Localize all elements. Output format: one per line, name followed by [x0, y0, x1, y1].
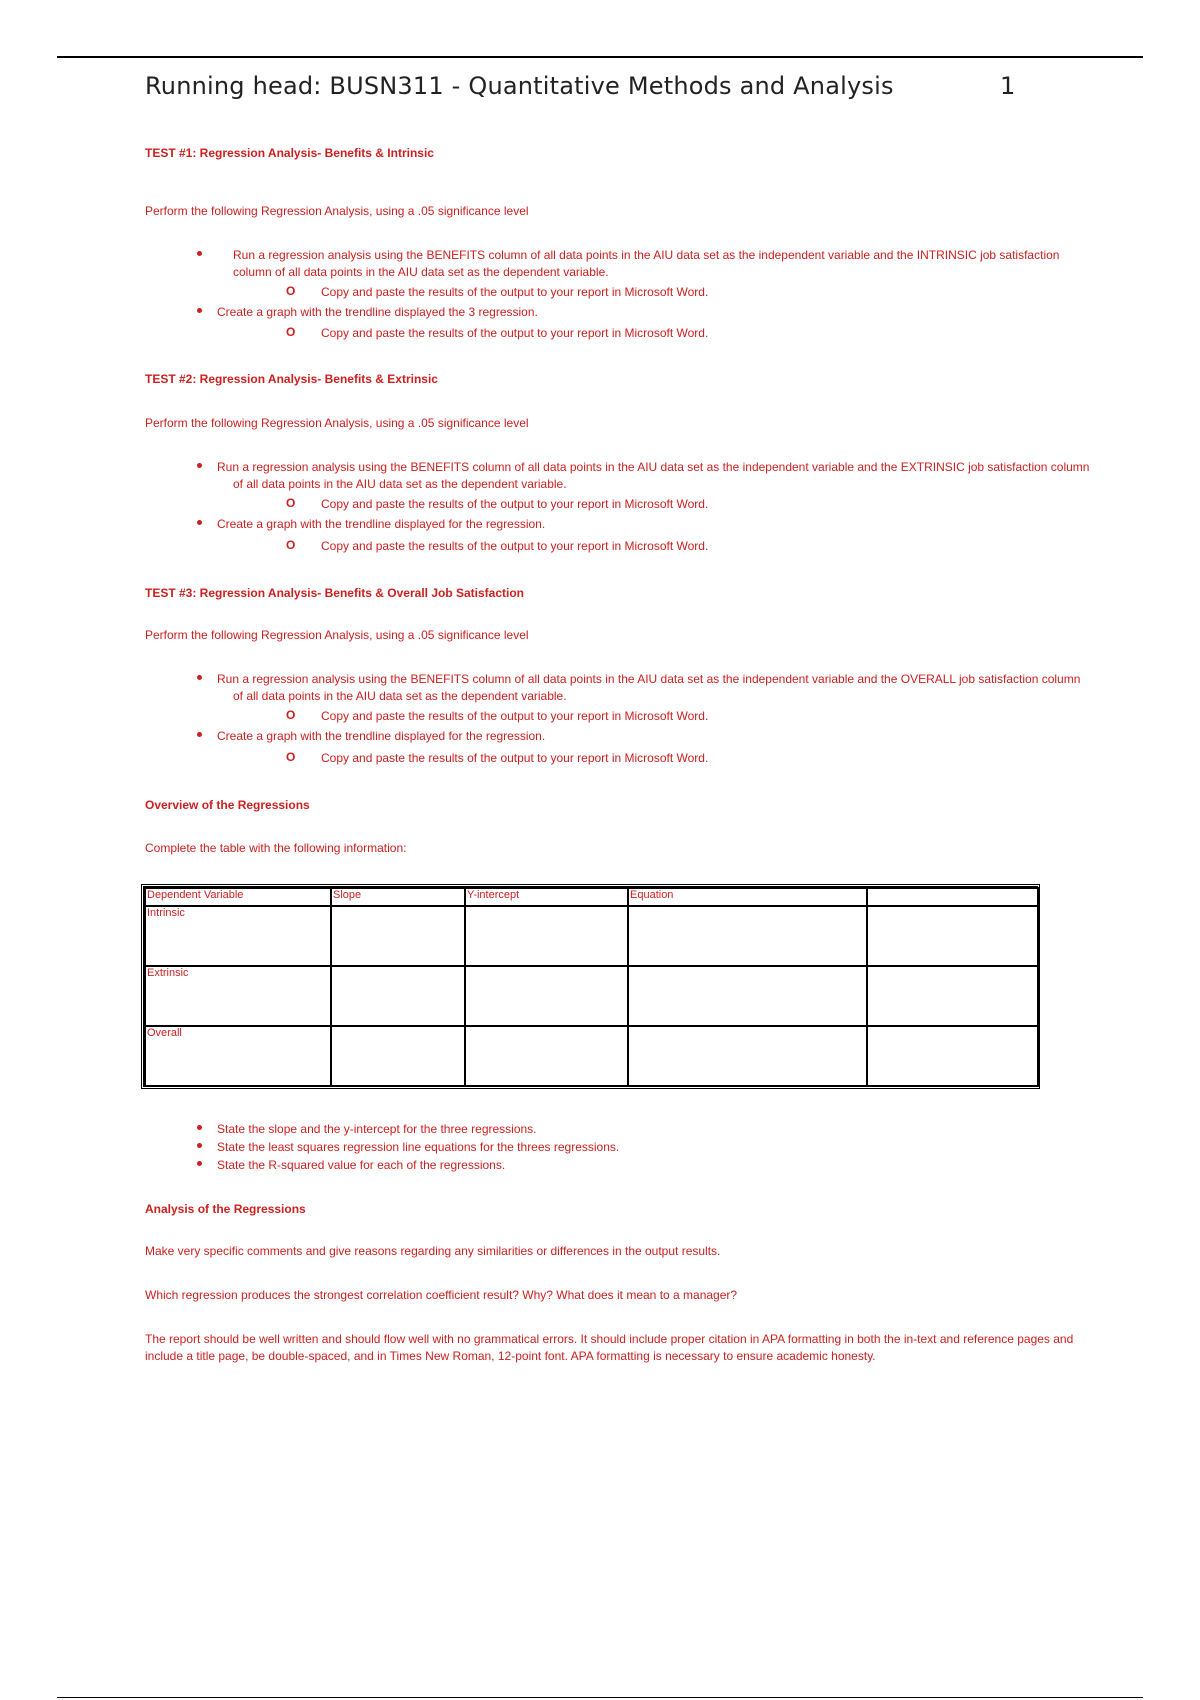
sub-bullet-marker: O — [286, 284, 296, 298]
bullet-dot — [197, 1143, 202, 1148]
test3-bullet1-text: Run a regression analysis using the BENEFITS column of all data points in the AIU data set as the independent variable and the OVERALL job satisfaction column of all data points in the AIU data set as the dependent variable. — [217, 672, 1081, 703]
test3-sub2: Copy and paste the results of the output to your report in Microsoft Word. — [321, 751, 709, 765]
test2-intro: Perform the following Regression Analysis, using a .05 significance level — [145, 416, 529, 430]
table-header-cell: Y-intercept — [465, 888, 628, 906]
test1-intro: Perform the following Regression Analysis, using a .05 significance level — [145, 204, 529, 218]
table-row — [145, 966, 1038, 1026]
overview-bullet: State the slope and the y-intercept for the three regressions. — [217, 1122, 537, 1136]
analysis-paragraph-3: The report should be well written and should flow well with no grammatical errors. It should include proper citation in APA formatting in both the in-text and reference pages and include a title page, be double-spaced, and in Times New Roman, 12-point font. APA formatting is necessary to ensure academic honesty. — [145, 1332, 1074, 1363]
table-cell — [628, 906, 867, 966]
sub-bullet-marker: O — [286, 750, 296, 764]
table-cell — [331, 966, 465, 1026]
bullet-dot — [197, 251, 202, 256]
overview-intro: Complete the table with the following information: — [145, 841, 407, 855]
table-cell — [465, 966, 628, 1026]
table-header-cell: Dependent Variable — [145, 888, 331, 906]
test3-intro: Perform the following Regression Analysis, using a .05 significance level — [145, 628, 529, 642]
test2-sub1: Copy and paste the results of the output to your report in Microsoft Word. — [321, 497, 709, 511]
table-row — [145, 906, 1038, 966]
bullet-dot — [197, 732, 202, 737]
test2-bullet1-text: Run a regression analysis using the BENEFITS column of all data points in the AIU data set as the independent variable and the EXTRINSIC job satisfaction column of all data points in the AIU data set as the dependent variable. — [217, 460, 1090, 491]
bullet-dot — [197, 675, 202, 680]
bullet-dot — [197, 1125, 202, 1130]
test2-bullet1 — [217, 459, 1093, 493]
overview-bullet: State the least squares regression line equations for the threes regressions. — [217, 1140, 620, 1154]
test1-sub1: Copy and paste the results of the output to your report in Microsoft Word. — [321, 285, 709, 299]
table-header-cell: Slope — [331, 888, 465, 906]
bullet-dot — [197, 520, 202, 525]
overview-bullet: State the R-squared value for each of the regressions. — [217, 1158, 506, 1172]
sub-bullet-marker: O — [286, 325, 296, 339]
test1-bullet1 — [217, 247, 1093, 281]
analysis-heading: Analysis of the Regressions — [145, 1202, 306, 1216]
regression-summary-table — [141, 884, 1040, 1089]
table-cell — [331, 1026, 465, 1086]
table-cell — [331, 906, 465, 966]
test3-bullet2: Create a graph with the trendline displayed for the regression. — [217, 729, 546, 743]
running-head: Running head: BUSN311 - Quantitative Methods and Analysis — [145, 72, 894, 100]
test3-sub1: Copy and paste the results of the output to your report in Microsoft Word. — [321, 709, 709, 723]
bullet-dot — [197, 308, 202, 313]
table-header-row — [145, 888, 1038, 906]
table-header-cell: Equation — [628, 888, 867, 906]
test1-heading: TEST #1: Regression Analysis- Benefits & Intrinsic — [145, 146, 434, 160]
bottom-rule — [57, 1697, 1143, 1698]
sub-bullet-marker: O — [286, 496, 296, 510]
analysis-paragraph-1: Make very specific comments and give reasons regarding any similarities or differences in the output results. — [145, 1244, 721, 1258]
bullet-dot — [197, 463, 202, 468]
test2-sub2: Copy and paste the results of the output to your report in Microsoft Word. — [321, 539, 709, 553]
bullet-dot — [197, 1161, 202, 1166]
overview-heading: Overview of the Regressions — [145, 798, 310, 812]
page-number: 1 — [1000, 72, 1016, 100]
test1-bullet1-text: Run a regression analysis using the BENEFITS column of all data points in the AIU data set as the independent variable and the INTRINSIC job satisfaction column of all data points in the AIU data set as the dependent variable. — [233, 248, 1060, 279]
top-rule — [57, 56, 1143, 58]
test2-bullet2: Create a graph with the trendline displayed for the regression. — [217, 517, 546, 531]
test3-bullet1 — [217, 671, 1093, 705]
table-cell: Intrinsic — [145, 906, 331, 966]
analysis-paragraph-2: Which regression produces the strongest correlation coefficient result? Why? What does it mean to a manager? — [145, 1288, 738, 1302]
table-cell — [465, 906, 628, 966]
table-cell — [867, 906, 1038, 966]
table-row — [145, 1026, 1038, 1086]
sub-bullet-marker: O — [286, 538, 296, 552]
table-cell — [628, 1026, 867, 1086]
table-header-cell — [867, 888, 1038, 906]
table-cell: Overall — [145, 1026, 331, 1086]
table-cell — [465, 1026, 628, 1086]
table-cell — [867, 966, 1038, 1026]
table-cell: Extrinsic — [145, 966, 331, 1026]
table-cell — [867, 1026, 1038, 1086]
test3-heading: TEST #3: Regression Analysis- Benefits & Overall Job Satisfaction — [145, 586, 525, 600]
table-cell — [628, 966, 867, 1026]
test1-sub2: Copy and paste the results of the output to your report in Microsoft Word. — [321, 326, 709, 340]
test2-heading: TEST #2: Regression Analysis- Benefits & Extrinsic — [145, 372, 438, 386]
sub-bullet-marker: O — [286, 708, 296, 722]
test1-bullet2: Create a graph with the trendline displayed the 3 regression. — [217, 305, 538, 319]
